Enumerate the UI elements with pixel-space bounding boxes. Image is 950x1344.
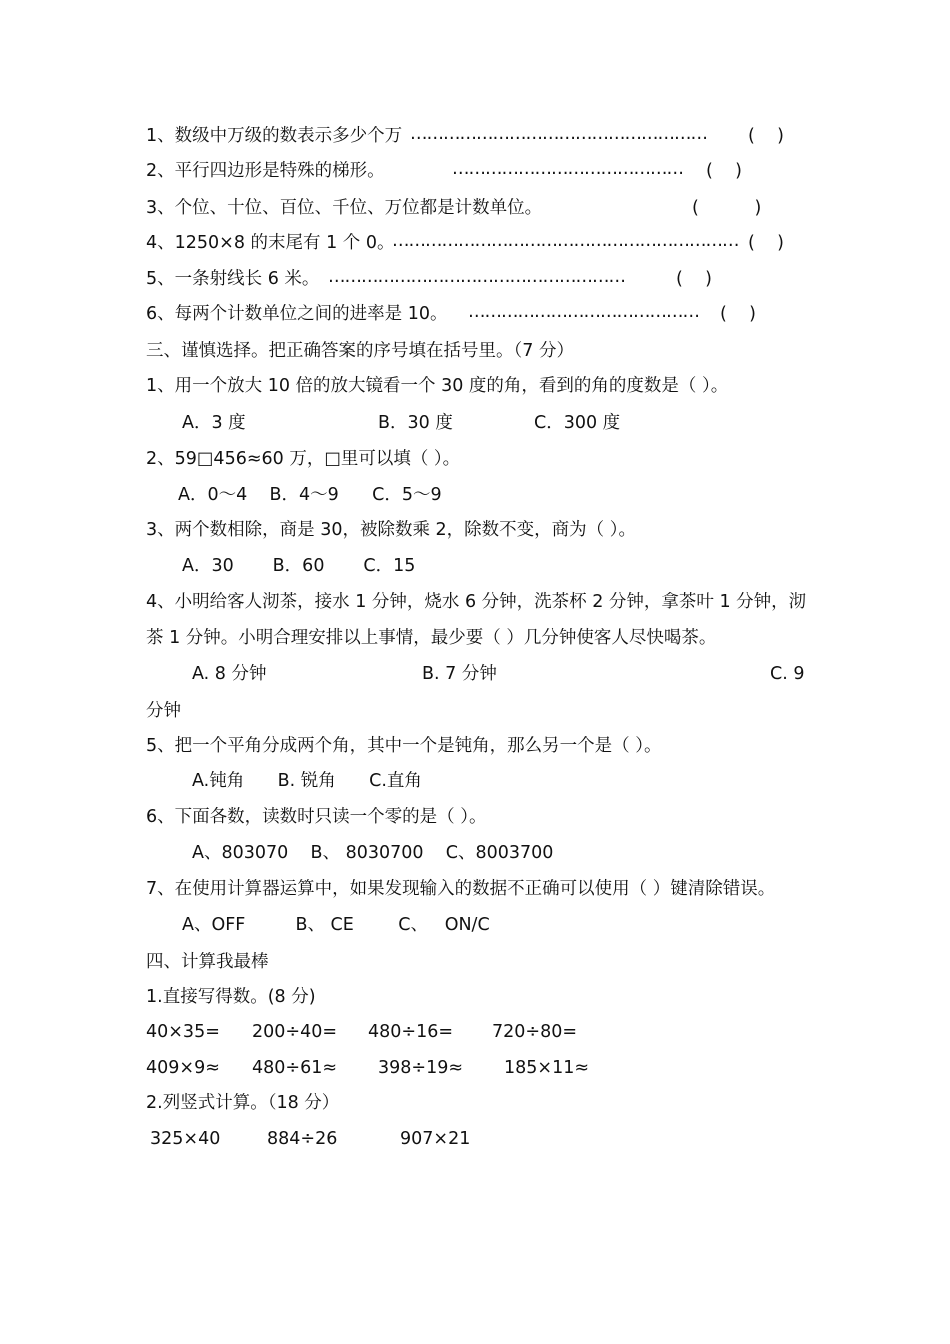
question-5: 5、把一个平角分成两个角，其中一个是钝角，那么另一个是（ ）。 [146, 736, 662, 756]
calc-item: 884÷26 [267, 1129, 338, 1149]
question-7: 7、在使用计算器运算中，如果发现输入的数据不正确可以使用（ ）键清除错误。 [146, 879, 776, 899]
option-c-continuation: 分钟 [146, 701, 181, 721]
judge-text: 5、一条射线长 6 米。 [146, 269, 320, 289]
calc-item: 200÷40= [252, 1022, 337, 1042]
subsection-title: 2.列竖式计算。（18 分） [146, 1093, 340, 1113]
option-a: A．3 度 [182, 413, 246, 433]
question-4-line-2: 茶 1 分钟。小明合理安排以上事情，最少要（ ）几分钟使客人尽快喝茶。 [146, 628, 717, 648]
judge-text: 4、1250×8 的末尾有 1 个 0。 [146, 233, 395, 253]
section-title: 三、谨慎选择。把正确答案的序号填在括号里。（7 分） [146, 341, 574, 361]
question-2: 2、59□456≈60 万，□里可以填（ ）。 [146, 449, 461, 469]
judge-text: 3、个位、十位、百位、千位、万位都是计数单位。 [146, 198, 543, 218]
judge-text: 6、每两个计数单位之间的进率是 10。 [146, 304, 448, 324]
question-1: 1、用一个放大 10 倍的放大镜看一个 30 度的角，看到的角的度数是（ ）。 [146, 376, 729, 396]
calc-item: 480÷16= [368, 1022, 453, 1042]
option-a: A. 8 分钟 [192, 664, 267, 684]
answer-paren: ( ) [748, 126, 784, 146]
calc-item: 185×11≈ [504, 1058, 589, 1078]
calc-item: 40×35= [146, 1022, 220, 1042]
question-5-options: A.钝角 B. 锐角 C.直角 [192, 771, 422, 791]
option-c: C．300 度 [534, 413, 621, 433]
question-3: 3、两个数相除，商是 30，被除数乘 2，除数不变，商为（ ）。 [146, 520, 636, 540]
question-4-line-1: 4、小明给客人沏茶，接水 1 分钟，烧水 6 分钟，洗茶杯 2 分钟，拿茶叶 1 分钟，沏 [146, 592, 807, 612]
option-b: B. 7 分钟 [422, 664, 497, 684]
question-3-options: A．30 B．60 C．15 [182, 556, 416, 576]
section-title: 四、计算我最棒 [146, 952, 269, 972]
calc-item: 720÷80= [492, 1022, 577, 1042]
question-6: 6、下面各数，读数时只读一个零的是（ ）。 [146, 807, 487, 827]
subsection-title: 1.直接写得数。(8 分) [146, 987, 316, 1007]
leader-dots: …………………………………… [452, 159, 683, 179]
option-b: B．30 度 [378, 413, 453, 433]
leader-dots: ……………………………………………… [328, 267, 625, 287]
answer-paren: ( ) [676, 269, 712, 289]
judge-text: 2、平行四边形是特殊的梯形。 [146, 161, 385, 181]
question-2-options: A．0～4 B．4～9 C．5～9 [178, 485, 442, 505]
answer-paren: ( ) [748, 233, 784, 253]
judge-text: 1、数级中万级的数表示多少个万 [146, 126, 403, 146]
leader-dots: ……………………………………………… [410, 124, 707, 144]
answer-paren: ( ) [706, 161, 742, 181]
option-c: C. 9 [770, 664, 805, 684]
question-6-options: A、803070 B、 8030700 C、8003700 [192, 843, 554, 863]
calc-item: 325×40 [150, 1129, 221, 1149]
answer-paren: ( ) [720, 304, 756, 324]
calc-item: 409×9≈ [146, 1058, 220, 1078]
answer-paren: ( ) [692, 198, 762, 218]
leader-dots: …………………………………… [468, 302, 699, 322]
calc-item: 398÷19≈ [378, 1058, 463, 1078]
question-7-options: A、OFF B、 CE C、 ON/C [182, 915, 490, 935]
calc-item: 480÷61≈ [252, 1058, 337, 1078]
leader-dots: ……………………………………………………… [392, 231, 739, 251]
calc-item: 907×21 [400, 1129, 471, 1149]
